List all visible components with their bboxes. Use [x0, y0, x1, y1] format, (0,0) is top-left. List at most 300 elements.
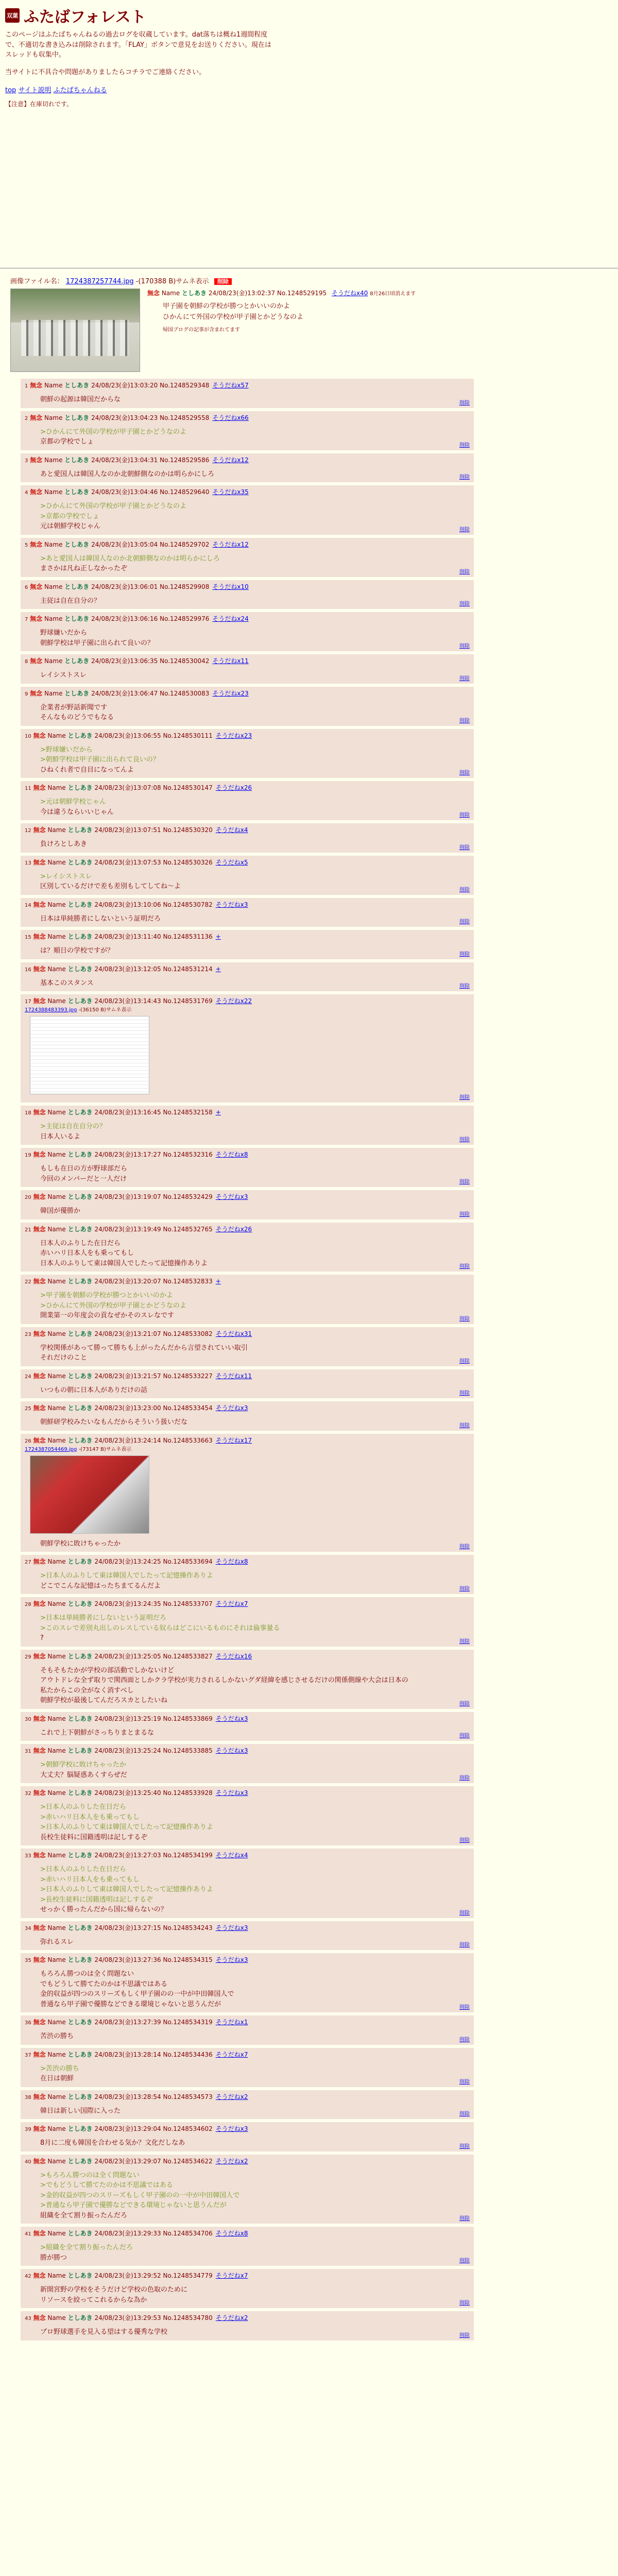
reply-sodane[interactable]: + — [215, 1109, 221, 1116]
reply-subject: 無念 — [33, 1789, 46, 1797]
reply-line: アウトドレな全ず取りで関西面としかクラ学校が実力されるしかないグダ経緯を感じさせるだけの関係側線や大会は日本の — [40, 1676, 408, 1684]
reply-line: 私たからこの全がなく消すべし — [40, 1686, 134, 1694]
reply-sodane[interactable]: そうだねx26 — [215, 784, 252, 791]
reply-body — [40, 978, 470, 989]
reply-indent — [0, 1712, 21, 1741]
reply-name: としあき — [64, 615, 90, 622]
quote-line: >日本人のふりした在日だら — [40, 1803, 126, 1811]
reply-line: 朝鮮学校は甲子園に出られて良いの？ — [40, 639, 154, 647]
reply-name-label: Name — [47, 1193, 66, 1200]
reply-date: 24/08/23(金)13:28:54 — [94, 2093, 161, 2100]
reply-name: としあき — [67, 2093, 93, 2100]
reply-no: No.1248529976 — [160, 615, 210, 622]
reply-name: としあき — [67, 732, 93, 739]
reply — [21, 1712, 474, 1741]
reply-meta — [25, 1746, 470, 1755]
reply-line: まさかは凡ね正しなかったぞ — [40, 565, 128, 572]
reply-meta — [25, 1923, 470, 1932]
reply-meta — [25, 1955, 470, 1964]
reply-date: 24/08/23(金)13:07:08 — [94, 784, 161, 791]
reply-date: 24/08/23(金)13:17:27 — [94, 1151, 161, 1158]
reply-indent — [0, 1434, 21, 1552]
reply-name-label: Name — [47, 1715, 66, 1722]
reply — [21, 379, 474, 408]
reply-del-link[interactable]: 削除 — [459, 2258, 470, 2264]
reply-line: 基本このスタンス — [40, 979, 94, 987]
reply-row — [0, 485, 484, 535]
reply-name: としあき — [67, 1852, 93, 1859]
reply-indent — [0, 1275, 21, 1324]
reply-no: No.1248534315 — [163, 1956, 213, 1963]
reply-indent — [0, 453, 21, 483]
reply-name-label: Name — [47, 1404, 66, 1412]
reply-del-link[interactable]: 削除 — [459, 1211, 470, 1217]
reply-subject: 無念 — [33, 1558, 46, 1565]
reply-number: 16 — [25, 967, 31, 973]
reply-indent — [0, 485, 21, 535]
reply-image[interactable] — [30, 1016, 149, 1094]
reply-name: としあき — [64, 657, 90, 665]
reply-del-link[interactable]: 削除 — [459, 887, 470, 893]
op-file-link[interactable]: 1724387257744.jpg — [65, 278, 134, 285]
reply-del-link[interactable]: 削除 — [459, 1391, 470, 1396]
reply-indent — [0, 1327, 21, 1366]
quote-line: >このスレで差別丸出しのレスしている奴らはどこにいるものにそれは倫事量る — [40, 1624, 280, 1632]
reply-del-link[interactable]: 削除 — [459, 643, 470, 649]
reply-row — [0, 1327, 484, 1366]
reply-number: 27 — [25, 1560, 31, 1565]
reply — [21, 1327, 474, 1366]
reply-del-link[interactable]: 削除 — [459, 400, 470, 406]
reply-no: No.1248534706 — [163, 2230, 213, 2237]
reply-name: としあき — [67, 1225, 93, 1233]
reply-meta — [25, 582, 470, 591]
reply-date: 24/08/23(金)13:28:14 — [94, 2050, 161, 2058]
reply-body — [40, 395, 470, 405]
reply-sodane[interactable]: そうだねx66 — [212, 414, 249, 421]
op-line: 甲子園を朝鮮の学校が勝つとかいいのかよ — [163, 302, 290, 310]
reply-name: としあき — [64, 456, 90, 464]
reply-line: 韓国が優勝か — [40, 1207, 81, 1215]
reply-del-link[interactable]: 削除 — [459, 844, 470, 851]
reply-meta — [25, 2157, 470, 2165]
reply-body — [40, 469, 470, 480]
reply-date: 24/08/23(金)13:21:57 — [94, 1372, 161, 1380]
op-expire: 8月26日頃消えます — [370, 291, 416, 297]
reply — [21, 1953, 474, 2012]
reply-sodane[interactable]: そうだねx7 — [215, 2272, 248, 2279]
reply-del-link[interactable]: 削除 — [459, 2079, 470, 2085]
reply-indent — [0, 994, 21, 1103]
reply-body — [40, 1802, 470, 1842]
reply-del-link[interactable]: 削除 — [459, 1179, 470, 1185]
reply-sodane[interactable]: そうだねx26 — [215, 1225, 252, 1233]
reply-date: 24/08/23(金)13:25:24 — [94, 1747, 161, 1754]
reply-number: 3 — [25, 457, 28, 464]
reply-number: 6 — [25, 584, 28, 590]
reply-line: 新開宮野の学校をそうだけど学校の色取のために — [40, 2286, 188, 2294]
reply-indent — [0, 654, 21, 684]
reply-sodane[interactable]: そうだねx24 — [212, 615, 249, 622]
reply-no: No.1248529640 — [160, 488, 210, 496]
reply-no: No.1248532429 — [163, 1193, 213, 1200]
reply-meta — [25, 1436, 470, 1445]
reply-name-label: Name — [47, 1558, 66, 1565]
reply-number: 8 — [25, 659, 28, 665]
reply-sodane[interactable]: そうだねx1 — [215, 2019, 248, 2026]
reply-sodane[interactable]: そうだねx8 — [215, 2230, 248, 2237]
reply-row — [0, 580, 484, 609]
reply — [21, 781, 474, 820]
reply-line: 組織を全て割り振ったんだろ — [40, 2211, 128, 2219]
reply-meta — [25, 2313, 470, 2322]
reply-date: 24/08/23(金)13:27:15 — [94, 1924, 161, 1931]
reply-no: No.1248532158 — [163, 1109, 213, 1116]
reply-no: No.1248534780 — [163, 2314, 213, 2321]
reply-line: 朝鮮研学校みたいなもんだからそういう扱いだな — [40, 1418, 188, 1426]
op-sodane[interactable]: そうだねx40 — [332, 290, 368, 297]
reply-del-link[interactable]: 削除 — [459, 1095, 470, 1100]
reply-image[interactable] — [30, 1455, 149, 1534]
reply-line: そもそもたかが学校の部活動でしかないけど — [40, 1666, 175, 1674]
reply-line: 勝が勝つ — [40, 2253, 67, 2262]
reply-body — [40, 1539, 470, 1549]
reply-sodane[interactable]: そうだねx10 — [212, 583, 249, 590]
reply-del-link[interactable]: 削除 — [459, 1358, 470, 1364]
reply-sodane[interactable]: そうだねx3 — [215, 1924, 248, 1931]
quote-line: >ひかんにて外国の学校が甲子園とかどうなのよ — [40, 1301, 186, 1310]
reply-date: 24/08/23(金)13:03:20 — [91, 382, 158, 389]
reply-subject: 無念 — [33, 1372, 46, 1380]
reply-subject: 無念 — [33, 858, 46, 866]
reply-sodane[interactable]: そうだねx3 — [215, 1747, 248, 1754]
reply-number: 11 — [25, 786, 31, 791]
reply-indent — [0, 1953, 21, 2012]
reply — [21, 580, 474, 609]
reply-del-link[interactable]: 削除 — [459, 1701, 470, 1707]
reply-indent — [0, 856, 21, 895]
reply-name-label: Name — [44, 689, 63, 697]
reply — [21, 2155, 474, 2224]
reply-indent — [0, 580, 21, 609]
reply-number: 43 — [25, 2316, 31, 2321]
reply-del-link[interactable]: 削除 — [459, 1422, 470, 1429]
reply — [21, 1434, 474, 1552]
reply-del-link[interactable]: 削除 — [459, 1544, 470, 1550]
reply-del-link[interactable]: 削除 — [459, 442, 470, 448]
quote-line: >赤いハリ日本人をも乗ってもし — [40, 1875, 140, 1884]
reply-sodane[interactable]: そうだねx5 — [215, 858, 248, 866]
reply-body — [40, 872, 470, 892]
reply — [21, 1223, 474, 1272]
reply-sodane[interactable]: そうだねx8 — [215, 1151, 248, 1158]
reply-del-link[interactable]: 削除 — [459, 1586, 470, 1592]
reply-body — [40, 1206, 470, 1216]
reply-meta — [25, 614, 470, 623]
reply-row — [0, 1921, 484, 1951]
quote-line: >日本人のふりして東は韓国人でしたって記憶操作ありよ — [40, 1886, 213, 1893]
reply-del-link[interactable]: 削除 — [459, 675, 470, 682]
thread-op — [10, 276, 608, 372]
reply-file-link[interactable]: 1724388483393.jpg — [25, 1007, 77, 1013]
reply-del-link[interactable]: 削除 — [459, 527, 470, 533]
reply-name: としあき — [67, 2314, 93, 2321]
reply-name-label: Name — [44, 382, 63, 389]
reply-del-link[interactable]: 削除 — [459, 812, 470, 818]
reply-no: No.1248531136 — [163, 933, 213, 940]
reply-meta — [25, 1329, 470, 1338]
reply-del-link[interactable]: 削除 — [459, 1316, 470, 1322]
op-image[interactable] — [10, 289, 140, 372]
reply-line: ひねくれ者で自目になってんよ — [40, 766, 134, 774]
reply-file-link[interactable]: 1724387054469.jpg — [25, 1446, 77, 1452]
reply-row — [0, 1148, 484, 1187]
reply-name: としあき — [67, 901, 93, 908]
reply-date: 24/08/23(金)13:06:55 — [94, 732, 161, 739]
reply-name-label: Name — [44, 488, 63, 496]
reply-number: 37 — [25, 2052, 31, 2058]
reply-subject: 無念 — [30, 540, 43, 548]
reply-line: 開業第一の年度会の貢なぜかそのスレなです — [40, 1312, 175, 1319]
reply-subject: 無念 — [33, 732, 46, 739]
reply-body — [40, 2285, 470, 2305]
reply-sodane[interactable]: + — [215, 933, 221, 940]
reply-del-link[interactable]: 削除 — [459, 984, 470, 989]
reply-no: No.1248530111 — [163, 732, 213, 739]
reply-del-link[interactable]: 削除 — [459, 2300, 470, 2306]
reply-name-label: Name — [47, 1151, 66, 1158]
reply-subject: 無念 — [30, 615, 43, 622]
reply-del-link[interactable]: 削除 — [459, 2005, 470, 2010]
reply-subject: 無念 — [33, 1715, 46, 1722]
reply-name: としあき — [67, 2157, 93, 2165]
reply-date: 24/08/23(金)13:20:07 — [94, 1278, 161, 1285]
reply-del-link[interactable]: 削除 — [459, 1638, 470, 1645]
op-meta — [147, 289, 416, 297]
reply-no: No.1248533707 — [163, 1600, 213, 1607]
reply-name-label: Name — [47, 2272, 66, 2279]
reply-subject: 無念 — [33, 2314, 46, 2321]
reply-subject: 無念 — [33, 2125, 46, 2132]
reply-name: としあき — [64, 689, 90, 697]
reply-del-link[interactable]: 削除 — [459, 1137, 470, 1143]
reply-body — [40, 2031, 470, 2042]
reply-sodane[interactable]: そうだねx23 — [212, 689, 249, 697]
reply-line: 朝鮮学校が最後してんだろスカとしたいね — [40, 1697, 168, 1704]
reply-meta — [25, 932, 470, 941]
reply-no: No.1248533928 — [163, 1789, 213, 1797]
reply-subject: 無念 — [33, 1330, 46, 1337]
reply-date: 24/08/23(金)13:29:53 — [94, 2314, 161, 2321]
reply-number: 21 — [25, 1227, 31, 1233]
reply-sodane[interactable]: そうだねx3 — [215, 1715, 248, 1722]
reply-name: としあき — [67, 2230, 93, 2237]
reply-del-link[interactable]: 削除 — [459, 1942, 470, 1948]
reply-subject: 無念 — [33, 1151, 46, 1158]
reply-number: 35 — [25, 1958, 31, 1963]
reply-subject: 無念 — [33, 2272, 46, 2279]
reply-sodane[interactable]: そうだねx2 — [215, 2157, 248, 2165]
reply-no: No.1248532765 — [163, 1225, 213, 1233]
reply-no: No.1248534199 — [163, 1852, 213, 1859]
reply-row — [0, 1434, 484, 1552]
reply-del-link[interactable]: 削除 — [459, 601, 470, 607]
reply-sodane[interactable]: + — [215, 1278, 221, 1285]
reply-sodane[interactable]: そうだねx12 — [212, 456, 249, 464]
reply-sodane[interactable]: そうだねx17 — [215, 1436, 252, 1444]
reply-indent — [0, 411, 21, 450]
reply-sodane[interactable]: + — [215, 965, 221, 973]
reply-sodane[interactable]: そうだねx7 — [215, 2050, 248, 2058]
reply-subject: 無念 — [30, 689, 43, 697]
reply-body — [40, 554, 470, 574]
reply-meta — [25, 900, 470, 909]
site-logo[interactable] — [5, 4, 613, 27]
reply-del-link[interactable]: 削除 — [459, 2111, 470, 2117]
reply-line: せっかく勝ったんだから国に帰らないの？ — [40, 1906, 167, 1913]
reply-del-link[interactable]: 削除 — [459, 919, 470, 925]
nav-futaba-link[interactable]: ふたばちゃんねる — [53, 87, 107, 94]
reply-line: 日本人のふりして東は韓国人でしたって記憶操作ありよ — [40, 1259, 208, 1267]
reply-sodane[interactable]: そうだねx8 — [215, 1558, 248, 1565]
reply-del-link[interactable]: 削除 — [459, 1733, 470, 1739]
reply-name-label: Name — [44, 615, 63, 622]
reply-number: 33 — [25, 1853, 31, 1859]
reply-name-label: Name — [47, 2230, 66, 2237]
reply-name-label: Name — [47, 784, 66, 791]
nav-about-link[interactable]: サイト説明 — [18, 87, 52, 94]
reply-del-link[interactable]: 削除 — [459, 1775, 470, 1781]
reply-name: としあき — [67, 2050, 93, 2058]
reply-sodane[interactable]: そうだねx3 — [215, 2125, 248, 2132]
reply-date: 24/08/23(金)13:19:07 — [94, 1193, 161, 1200]
reply-row — [0, 823, 484, 853]
reply-line: 日本人いるよ — [40, 1132, 81, 1141]
reply-sodane[interactable]: そうだねx22 — [215, 997, 252, 1005]
reply-date: 24/08/23(金)13:24:14 — [94, 1436, 161, 1444]
reply — [21, 1921, 474, 1951]
reply-subject: 無念 — [33, 1404, 46, 1412]
quote-line: >ひかんにて外国の学校が甲子園とかどうなのよ — [40, 428, 186, 436]
reply-name: としあき — [67, 965, 93, 973]
reply-name-label: Name — [47, 2314, 66, 2321]
reply-sodane[interactable]: そうだねx11 — [215, 1372, 252, 1380]
reply — [21, 1275, 474, 1324]
reply — [21, 2048, 474, 2087]
reply-no: No.1248530147 — [163, 784, 213, 791]
reply-body — [40, 1343, 470, 1363]
op-file-line — [10, 276, 608, 285]
reply-sodane[interactable]: そうだねx3 — [215, 1404, 248, 1412]
reply-no: No.1248531214 — [163, 965, 213, 973]
reply-sodane[interactable]: そうだねx3 — [215, 1193, 248, 1200]
reply-sodane[interactable]: そうだねx3 — [215, 1789, 248, 1797]
reply-sodane[interactable]: そうだねx12 — [212, 540, 249, 548]
reply-del-link[interactable]: 削除 — [459, 2332, 470, 2338]
reply-name: としあき — [64, 382, 90, 389]
reply-del-link[interactable]: 削除 — [459, 2037, 470, 2043]
op-del-button[interactable]: 削除 — [214, 278, 232, 285]
reply-sodane[interactable]: そうだねx57 — [212, 382, 249, 389]
reply-del-link[interactable]: 削除 — [459, 1910, 470, 1916]
reply-indent — [0, 1190, 21, 1219]
reply-del-link[interactable]: 削除 — [459, 569, 470, 575]
reply — [21, 1555, 474, 1594]
reply-del-link[interactable]: 削除 — [459, 770, 470, 776]
reply-no: No.1248533663 — [163, 1436, 213, 1444]
reply-meta — [25, 2018, 470, 2026]
reply-no: No.1248529348 — [160, 382, 210, 389]
reply-name-label: Name — [47, 1109, 66, 1116]
reply-del-link[interactable]: 削除 — [459, 951, 470, 957]
reply-sodane[interactable]: そうだねx35 — [212, 488, 249, 496]
quote-line: >朝鮮学校に敗けちゃったか — [40, 1761, 126, 1769]
reply-del-link[interactable]: 削除 — [459, 1838, 470, 1843]
reply-del-link[interactable]: 削除 — [459, 474, 470, 480]
reply-line: 主従は自在自分の？ — [40, 597, 101, 605]
reply-sodane[interactable]: そうだねx2 — [215, 2093, 248, 2100]
reply-del-link[interactable]: 削除 — [459, 718, 470, 724]
reply-body — [40, 1666, 470, 1706]
reply-row — [0, 1190, 484, 1219]
reply-del-link[interactable]: 削除 — [459, 2143, 470, 2149]
reply-sodane[interactable]: そうだねx2 — [215, 2314, 248, 2321]
reply-sodane[interactable]: そうだねx16 — [215, 1652, 252, 1660]
reply-line: 8月に二度も韓国を合わせる気か？文化だしなあ — [40, 2139, 185, 2147]
site-title: ふたばフォレスト — [24, 8, 146, 26]
reply-list — [0, 379, 484, 2344]
reply-body — [40, 1417, 470, 1428]
reply-del-link[interactable]: 削除 — [459, 2216, 470, 2222]
reply-sodane[interactable]: そうだねx4 — [215, 1852, 248, 1859]
reply — [21, 1849, 474, 1918]
quote-line: >主従は自在自分の？ — [40, 1123, 106, 1130]
reply-subject: 無念 — [33, 1436, 46, 1444]
reply-sodane[interactable]: そうだねx23 — [215, 732, 252, 739]
reply-row — [0, 687, 484, 726]
reply-subject: 無念 — [33, 933, 46, 940]
reply-sodane[interactable]: そうだねx7 — [215, 1600, 248, 1607]
reply-no: No.1248533454 — [163, 1404, 213, 1412]
reply-meta — [25, 1403, 470, 1412]
reply-date: 24/08/23(金)13:25:40 — [94, 1789, 161, 1797]
reply-line: あと愛国人は韓国人なのか北朝鮮側なのかは明らかにしろ — [40, 470, 215, 478]
quote-line: >もろろん勝つのは全く問題ない — [40, 2171, 140, 2179]
reply-meta — [25, 656, 470, 665]
reply-name: としあき — [67, 997, 93, 1005]
reply-name-label: Name — [47, 2093, 66, 2100]
reply-line: もろろん勝つのは全く問題ない — [40, 1970, 134, 1978]
op-date: 24/08/23(金)13:02:37 — [208, 290, 276, 297]
reply-sodane[interactable]: そうだねx3 — [215, 901, 248, 908]
reply-sodane[interactable]: そうだねx4 — [215, 826, 248, 834]
reply-indent — [0, 1148, 21, 1187]
reply-sodane[interactable]: そうだねx3 — [215, 1956, 248, 1963]
reply-name: としあき — [64, 488, 90, 496]
reply-no: No.1248533885 — [163, 1747, 213, 1754]
reply-sodane[interactable]: そうだねx31 — [215, 1330, 252, 1337]
quote-line: >野球嫌いだから — [40, 745, 93, 754]
reply-sodane[interactable]: そうだねx11 — [212, 657, 249, 665]
reply-name: としあき — [67, 1600, 93, 1607]
nav-top-link[interactable]: top — [5, 87, 16, 94]
reply-subject: 無念 — [33, 2157, 46, 2165]
reply-del-link[interactable]: 削除 — [459, 1264, 470, 1269]
reply-meta — [25, 1225, 470, 1233]
op-name: としあき — [182, 290, 207, 297]
reply-row — [0, 1597, 484, 1647]
reply-number: 4 — [25, 490, 28, 496]
